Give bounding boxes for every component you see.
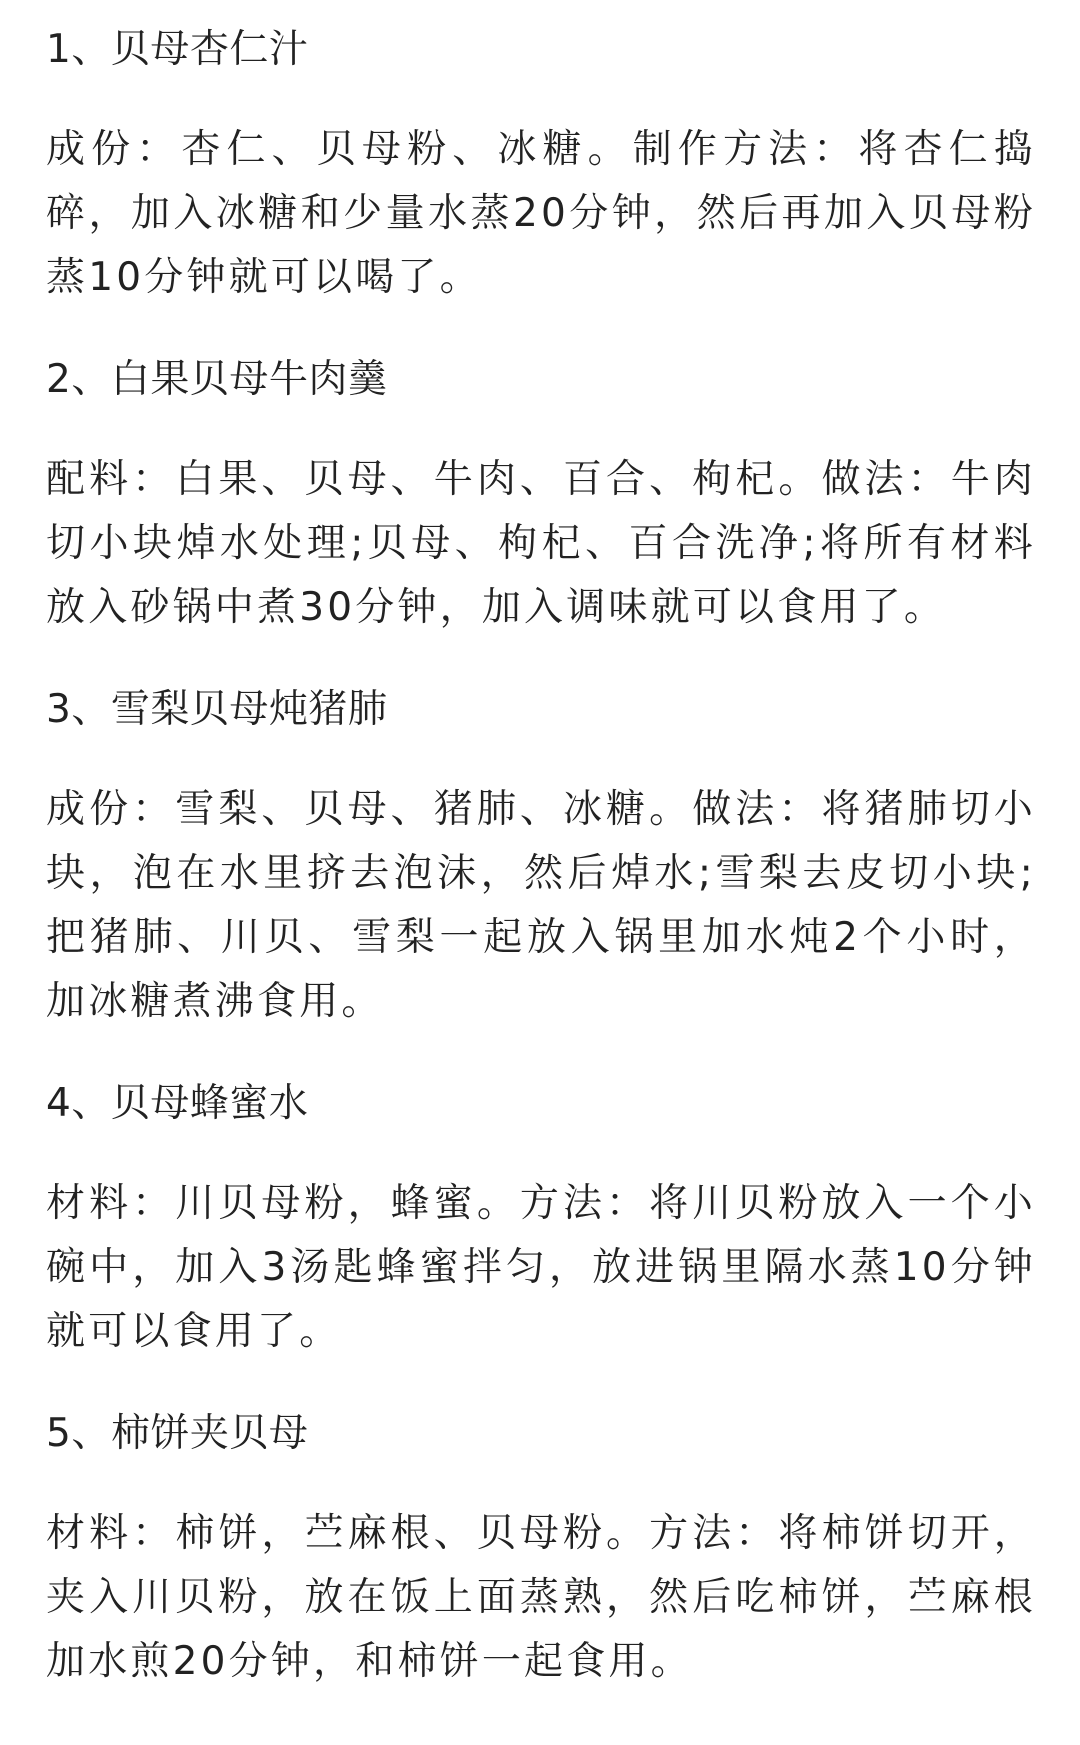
recipe-body: 成份：雪梨、贝母、猪肺、冰糖。做法：将猪肺切小块，泡在水里挤去泡沫，然后焯水;雪梨去皮切小块;把猪肺、川贝、雪梨一起放入锅里加水炖2个小时，加冰糖煮沸食用。 (46, 787, 1036, 1024)
recipe-body: 材料：柿饼，苎麻根、贝母粉。方法：将柿饼切开，夹入川贝粉，放在饭上面蒸熟，然后吃柿饼，苎麻根加水煎20分钟，和柿饼一起食用。 (46, 1511, 1036, 1684)
recipe-body: 配料：白果、贝母、牛肉、百合、枸杞。做法：牛肉切小块焯水处理;贝母、枸杞、百合洗净;将所有材料放入砂锅中煮30分钟，加入调味就可以食用了。 (46, 457, 1036, 630)
recipe-5 (46, 1406, 1036, 1694)
recipe-3 (46, 682, 1036, 1034)
recipe-1 (46, 22, 1036, 310)
recipe-title: 1、贝母杏仁汁 (46, 27, 309, 72)
recipe-2 (46, 352, 1036, 640)
recipe-title: 3、雪梨贝母炖猪肺 (46, 687, 388, 732)
recipe-title: 5、柿饼夹贝母 (46, 1411, 309, 1456)
recipe-title: 2、白果贝母牛肉羹 (46, 357, 388, 402)
recipe-4 (46, 1076, 1036, 1364)
recipe-body: 材料：川贝母粉，蜂蜜。方法：将川贝粉放入一个小碗中，加入3汤匙蜂蜜拌匀，放进锅里隔水蒸10分钟就可以食用了。 (46, 1181, 1036, 1354)
recipe-title: 4、贝母蜂蜜水 (46, 1081, 309, 1126)
recipe-body: 成份：杏仁、贝母粉、冰糖。制作方法：将杏仁捣碎，加入冰糖和少量水蒸20分钟，然后再加入贝母粉蒸10分钟就可以喝了。 (46, 127, 1036, 300)
